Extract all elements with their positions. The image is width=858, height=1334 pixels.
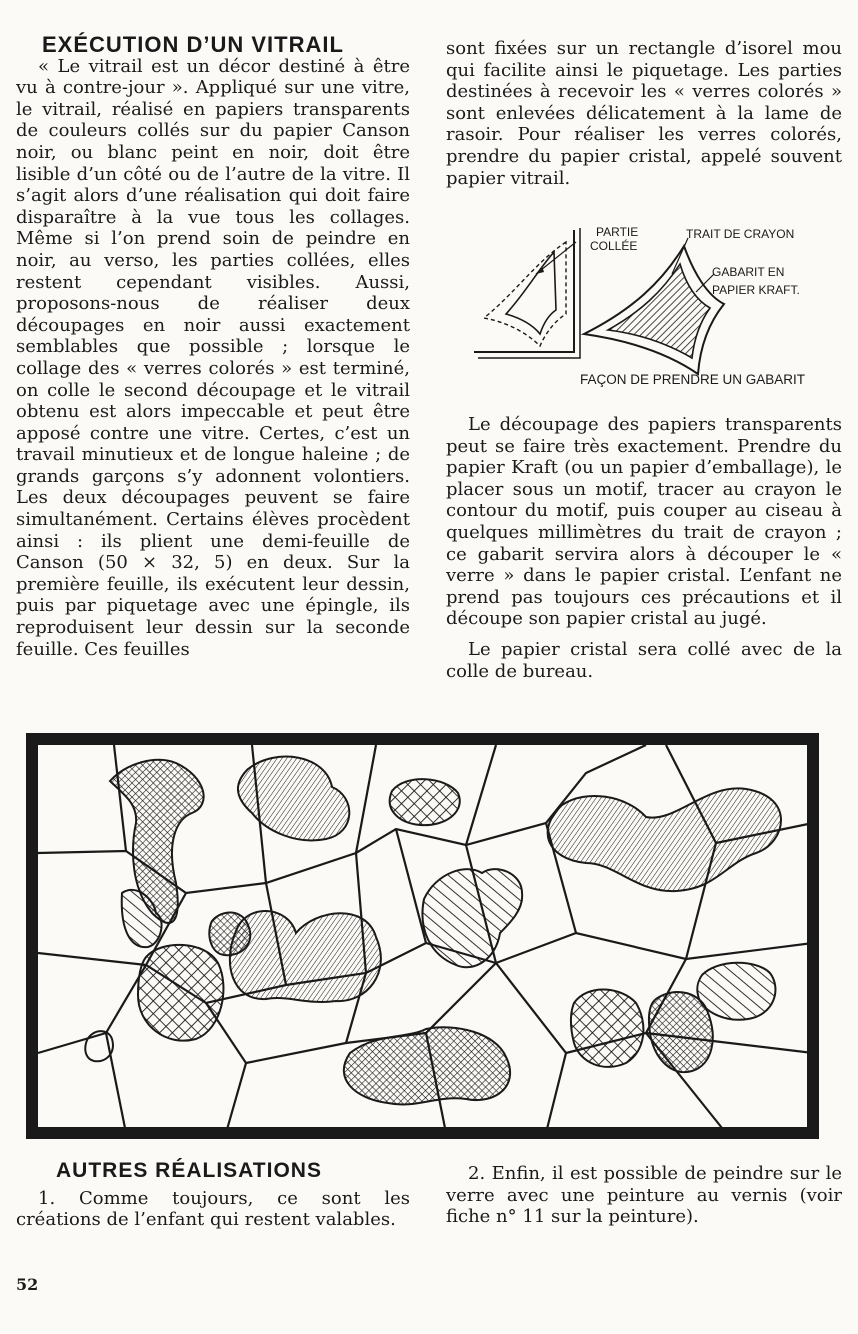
left-column — [16, 34, 410, 660]
label-partie: PARTIE — [596, 225, 639, 239]
diagram-caption: FAÇON DE PRENDRE UN GABARIT — [580, 372, 806, 387]
page-number: 52 — [16, 1275, 39, 1294]
bottom-left-column — [16, 1160, 410, 1231]
item-2: 2. Enfin, il est possible de peindre sur le verre avec une peinture au vernis (voir fiche n° 11 sur la peinture). — [446, 1163, 842, 1228]
bottom-right-column — [446, 1163, 842, 1228]
label-papier-kraft: PAPIER KRAFT. — [712, 283, 800, 297]
right-column-middle — [446, 414, 842, 682]
gabarit-diagram — [456, 222, 836, 394]
colle-paragraph: Le papier cristal sera collé avec de la colle de bureau. — [446, 638, 842, 682]
decoupage-paragraph: Le découpage des papiers transparents peut se faire très exactement. Prendre du papier Kraft (ou un papier d’emballage), le placer sous un motif, tracer au crayon le contour du motif, puis couper au ciseau à quelques millimètres du trait de crayon ; ce gabarit servira alors à découper le « verre » dans le papier cristal. L’enfant ne prend pas toujours ces précautions et il découpe son papier cristal au jugé. — [446, 414, 842, 630]
section-title-autres: AUTRES RÉALISATIONS — [56, 1159, 322, 1182]
item-1: 1. Comme toujours, ce sont les créations de l’enfant qui restent valables. — [16, 1187, 410, 1231]
label-trait-de-crayon: TRAIT DE CRAYON — [686, 227, 795, 241]
label-gabarit-en: GABARIT EN — [712, 265, 785, 279]
vitrail-paragraph-continued: sont fixées sur un rectangle d’isorel mou qui facilite ainsi le piquetage. Les parties destinées à recevoir les « verres colorés » sont enlevées délicatement à la lame de rasoir. Pour réaliser les verres colorés, prendre du papier cristal, appelé souvent papier vitrail. — [446, 38, 842, 189]
label-collee: COLLÉE — [590, 239, 638, 253]
right-column-top — [446, 38, 842, 189]
vitrail-illustration — [26, 733, 819, 1139]
section-title-execution: EXÉCUTION D’UN VITRAIL — [42, 32, 344, 57]
vitrail-paragraph: « Le vitrail est un décor destiné à être vu à contre-jour ». Appliqué sur une vitre, le vitrail, réalisé en papiers transparents de couleurs collés sur du papier Canson noir, ou blanc peint en noir, doit être lisible d’un côté ou de l’autre de la vitre. Il s’agit alors d’une réalisation qui doit faire disparaître à la vue tous les collages. Même si l’on prend soin de peindre en noir, au verso, les parties collées, elles restent cependant visibles. Aussi, proposons-nous de réaliser deux découpages en noir aussi exactement semblables que possible ; lorsque le collage des « verres colorés » est terminé, on colle le second découpage et le vitrail obtenu est alors impeccable et peut être apposé contre une vitre. Certes, c’est un travail minutieux et de longue haleine ; de grands garçons s’y adonnent volontiers. Les deux découpages peuvent se faire simultanément. Certains élèves procèdent ainsi : ils plient une demi-feuille de Canson (50 × 32, 5) en deux. Sur la première feuille, ils exécutent leur dessin, puis par piquetage avec une épingle, ils reproduisent leur dessin sur la seconde feuille. Ces feuilles — [16, 55, 410, 660]
